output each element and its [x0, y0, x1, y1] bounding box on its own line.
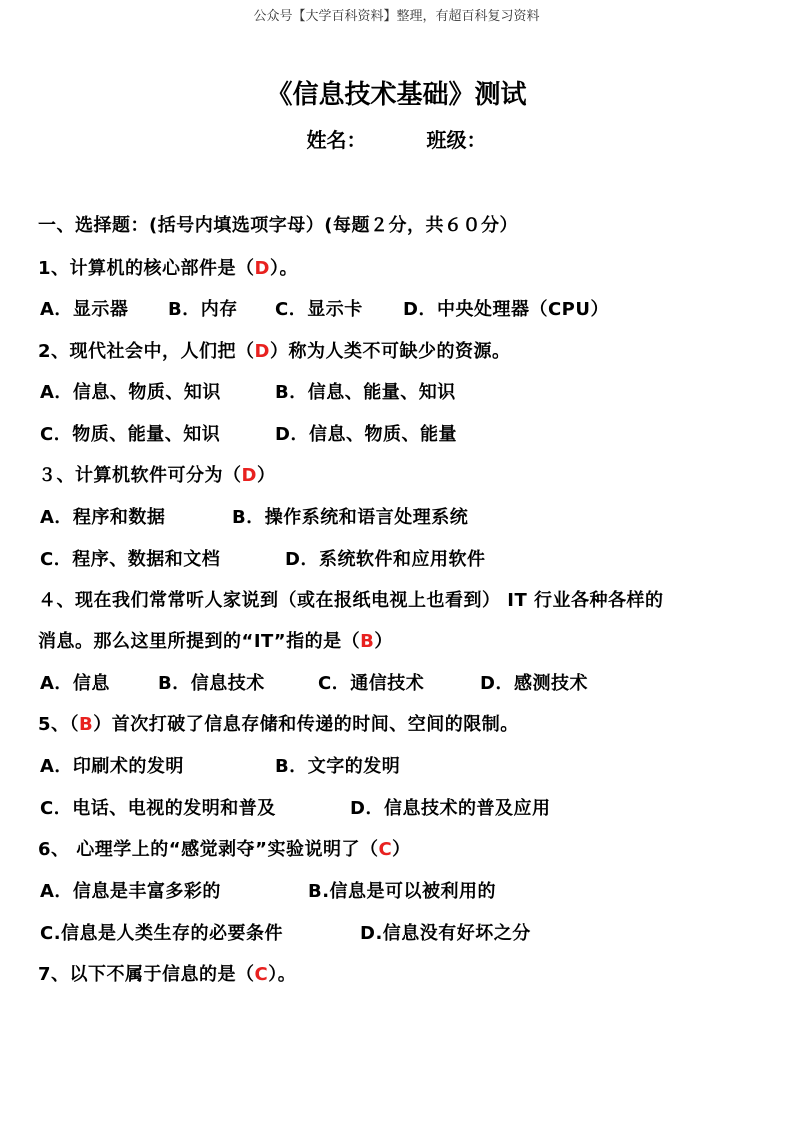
option-d: D．信息技术的普及应用: [350, 798, 551, 819]
option-b: B．信息技术: [158, 673, 265, 694]
question-5: [38, 710, 519, 736]
class-label: 班级：: [426, 128, 487, 152]
option-a: A．程序和数据: [40, 507, 166, 528]
option-b: B．信息、能量、知识: [275, 382, 456, 403]
question-text-end: ）: [256, 465, 276, 486]
question-text-end: ）: [392, 839, 411, 860]
question-text: 2、现代社会中，人们把（: [38, 341, 255, 362]
option-c: C．显示卡: [275, 299, 363, 320]
answer: D: [254, 258, 270, 279]
question-4-line-2: [38, 627, 393, 653]
question-text: ３、计算机软件可分为（: [38, 465, 242, 486]
option-c: C．程序、数据和文档: [40, 549, 221, 570]
option-c: C.信息是人类生存的必要条件: [40, 923, 284, 944]
question-text: 6、 心理学上的“感觉剥夺”实验说明了（: [38, 839, 379, 860]
answer: B: [360, 631, 375, 652]
section-heading: 一、选择题：(括号内填选项字母）(每题２分，共６０分）: [38, 215, 518, 236]
option-c: C．通信技术: [318, 673, 425, 694]
option-c: C．电话、电视的发明和普及: [40, 798, 276, 819]
question-text: 1、计算机的核心部件是（: [38, 258, 255, 279]
question-text: 7、以下不属于信息的是（: [38, 964, 255, 985]
name-label: 姓名：: [306, 128, 367, 152]
question-7: [38, 960, 296, 986]
question-text: 5、（: [38, 714, 80, 735]
answer: C: [254, 964, 269, 985]
question-text-end: ）: [374, 631, 393, 652]
answer: B: [79, 714, 94, 735]
question-1: [38, 254, 298, 280]
page-title: 《信息技术基础》测试: [266, 80, 527, 110]
question-text-end: ）称为人类不可缺少的资源。: [269, 341, 511, 362]
question-text-end: ）。: [268, 964, 297, 985]
answer: D: [241, 465, 257, 486]
option-d: D.信息没有好坏之分: [360, 923, 531, 944]
option-d: D．信息、物质、能量: [275, 424, 457, 445]
question-text-end: ）首次打破了信息存储和传递的时间、空间的限制。: [93, 714, 519, 735]
question-3: [38, 461, 275, 487]
option-d: D．感测技术: [480, 673, 588, 694]
question-2: [38, 337, 510, 363]
option-a: A．显示器: [40, 299, 129, 320]
option-a: A．信息: [40, 673, 110, 694]
answer: C: [378, 839, 393, 860]
option-b: B．操作系统和语言处理系统: [232, 507, 469, 528]
option-b: B．文字的发明: [275, 756, 401, 777]
question-text-end: ）。: [269, 258, 298, 279]
option-a: A．信息是丰富多彩的: [40, 881, 221, 902]
question-6: [38, 835, 411, 861]
question-4-line-1: ４、现在我们常常听人家说到（或在报纸电视上也看到） IT 行业各种各样的: [38, 590, 664, 611]
question-text: 消息。那么这里所提到的“IT”指的是（: [38, 631, 361, 652]
option-b: B．内存: [168, 299, 238, 320]
option-d: D．中央处理器（CPU）: [403, 299, 609, 320]
option-d: D．系统软件和应用软件: [285, 549, 486, 570]
student-info: [0, 124, 793, 153]
option-a: A．印刷术的发明: [40, 756, 184, 777]
answer: D: [254, 341, 270, 362]
option-b: B.信息是可以被利用的: [308, 881, 497, 902]
option-c: C．物质、能量、知识: [40, 424, 221, 445]
page-header: 公众号【大学百科资料】整理，有超百科复习资料: [253, 9, 540, 24]
option-a: A．信息、物质、知识: [40, 382, 221, 403]
